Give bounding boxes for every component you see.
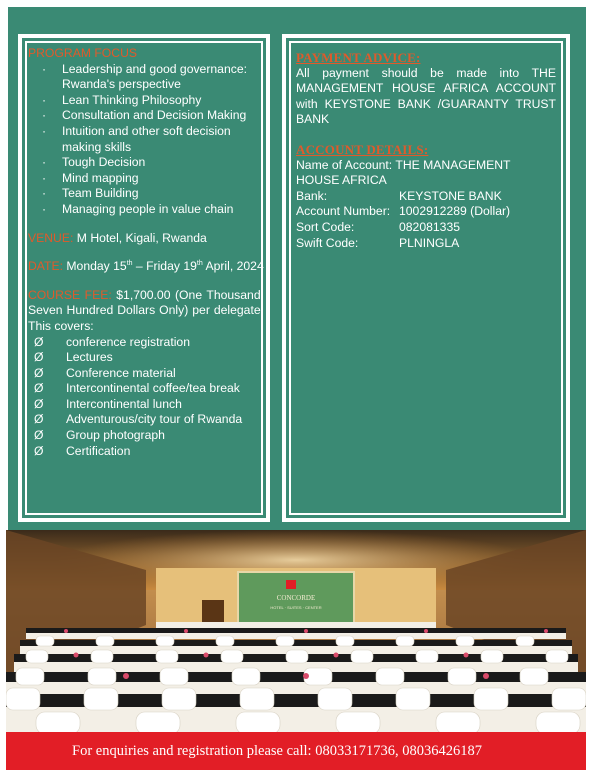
fee-cover-item bbox=[34, 412, 264, 428]
venue-line bbox=[28, 231, 264, 247]
account-detail-key: Sort Code: bbox=[296, 219, 355, 234]
program-panel bbox=[18, 34, 270, 522]
program-topic-item bbox=[42, 108, 264, 124]
screen-logo-subtext: HOTEL · SUITES · CENTER bbox=[270, 605, 322, 610]
account-details-heading: ACCOUNT DETAILS: bbox=[296, 141, 429, 157]
fee-cover-text: Certification bbox=[66, 443, 131, 458]
fee-cover-text: conference registration bbox=[66, 334, 190, 349]
bullet-dot-icon: · bbox=[42, 92, 47, 107]
payment-advice-text: All payment should be made into THE MANAGEMENT HOUSE AFRICA ACCOUNT with KEYSTONE BANK /GUARANTY TRUST BANK bbox=[296, 65, 556, 127]
fee-cover-item bbox=[34, 350, 264, 366]
bullet-dot-icon: · bbox=[42, 108, 47, 123]
date-sup-a: th bbox=[126, 260, 133, 268]
arrow-bullet-icon: Ø bbox=[34, 350, 44, 365]
fee-cover-item bbox=[34, 366, 264, 382]
program-topic-text: Leadership and good governance: Rwanda's perspective bbox=[62, 61, 247, 92]
enquiries-footer-bar bbox=[6, 732, 586, 770]
program-topic-text: Team Building bbox=[62, 186, 139, 201]
bullet-dot-icon: · bbox=[42, 186, 47, 201]
conference-hall-photo bbox=[6, 530, 586, 732]
bullet-dot-icon: · bbox=[42, 61, 47, 76]
payment-panel bbox=[282, 34, 570, 522]
program-topic-text: Intuition and other soft decision making skills bbox=[62, 123, 231, 154]
enquiries-text: For enquiries and registration please call: 08033171736, 08036426187 bbox=[72, 743, 482, 759]
date-label: DATE: bbox=[28, 259, 63, 274]
bullet-dot-icon: · bbox=[42, 201, 47, 216]
date-part-b: – Friday 19 bbox=[132, 259, 197, 274]
program-topics-list bbox=[28, 62, 264, 218]
fee-cover-item bbox=[34, 444, 264, 460]
arrow-bullet-icon: Ø bbox=[34, 396, 44, 411]
program-topic-item bbox=[42, 155, 264, 171]
program-topic-item bbox=[42, 62, 264, 93]
fee-covers-list bbox=[28, 335, 264, 460]
account-detail-row bbox=[296, 204, 556, 220]
program-topic-text: Mind mapping bbox=[62, 170, 139, 185]
arrow-bullet-icon: Ø bbox=[34, 412, 44, 427]
account-detail-key: Bank: bbox=[296, 188, 328, 203]
fee-cover-text: Intercontinental lunch bbox=[66, 396, 182, 411]
fee-cover-item bbox=[34, 428, 264, 444]
fee-cover-text: Group photograph bbox=[66, 428, 165, 443]
program-topic-item bbox=[42, 186, 264, 202]
account-detail-value: KEYSTONE BANK bbox=[399, 188, 502, 203]
fee-cover-text: Lectures bbox=[66, 350, 113, 365]
program-topic-item bbox=[42, 171, 264, 187]
program-topic-item bbox=[42, 124, 264, 155]
arrow-bullet-icon: Ø bbox=[34, 428, 44, 443]
account-detail-row bbox=[296, 220, 556, 236]
fee-cover-text: Intercontinental coffee/tea break bbox=[66, 381, 240, 396]
program-content bbox=[28, 46, 264, 459]
fee-cover-item bbox=[34, 335, 264, 351]
date-part-c: April, 2024 bbox=[202, 259, 264, 274]
fee-cover-text: Conference material bbox=[66, 365, 176, 380]
program-focus-label: PROGRAM FOCUS bbox=[28, 46, 138, 60]
account-detail-value: PLNINGLA bbox=[399, 235, 460, 250]
course-fee-label: COURSE FEE: bbox=[28, 287, 112, 302]
date-sup-b: th bbox=[196, 260, 203, 268]
bullet-dot-icon: · bbox=[42, 123, 47, 138]
date-line bbox=[28, 259, 264, 275]
venue-value: M Hotel, Kigali, Rwanda bbox=[76, 230, 207, 245]
account-detail-value: 1002912289 (Dollar) bbox=[399, 204, 511, 219]
payment-advice-heading: PAYMENT ADVICE: bbox=[296, 50, 421, 65]
program-topic-text: Lean Thinking Philosophy bbox=[62, 92, 202, 107]
account-detail-key: Account Number: bbox=[296, 204, 391, 219]
program-topic-text: Consultation and Decision Making bbox=[62, 108, 247, 123]
venue-label: VENUE: bbox=[28, 230, 74, 245]
account-name-key: Name of Account: bbox=[296, 157, 393, 172]
payment-content bbox=[296, 50, 556, 251]
program-topic-text: Managing people in value chain bbox=[62, 201, 234, 216]
program-topic-text: Tough Decision bbox=[62, 155, 146, 170]
bullet-dot-icon: · bbox=[42, 170, 47, 185]
fee-cover-text: Adventurous/city tour of Rwanda bbox=[66, 412, 243, 427]
account-detail-row bbox=[296, 236, 556, 252]
account-name-value: THE MANAGEMENT HOUSE AFRICA bbox=[296, 157, 511, 188]
account-detail-key: Swift Code: bbox=[296, 235, 359, 250]
arrow-bullet-icon: Ø bbox=[34, 334, 44, 349]
account-detail-value: 082081335 bbox=[399, 219, 461, 234]
bullet-dot-icon: · bbox=[42, 155, 47, 170]
fee-cover-item bbox=[34, 381, 264, 397]
account-name-line bbox=[296, 158, 556, 189]
course-fee-text: $1,700.00 (One Thousand, Seven Hundred Dollars Only) per delegate. This covers: bbox=[28, 287, 264, 333]
course-fee-line bbox=[28, 288, 264, 335]
arrow-bullet-icon: Ø bbox=[34, 443, 44, 458]
account-detail-rows bbox=[296, 189, 556, 251]
program-topic-item bbox=[42, 202, 264, 218]
account-detail-row bbox=[296, 189, 556, 205]
fee-cover-item bbox=[34, 397, 264, 413]
screen-logo-text: CONCORDE bbox=[276, 594, 316, 602]
program-topic-item bbox=[42, 93, 264, 109]
arrow-bullet-icon: Ø bbox=[34, 381, 44, 396]
arrow-bullet-icon: Ø bbox=[34, 365, 44, 380]
date-part-a: Monday 15 bbox=[66, 259, 127, 274]
